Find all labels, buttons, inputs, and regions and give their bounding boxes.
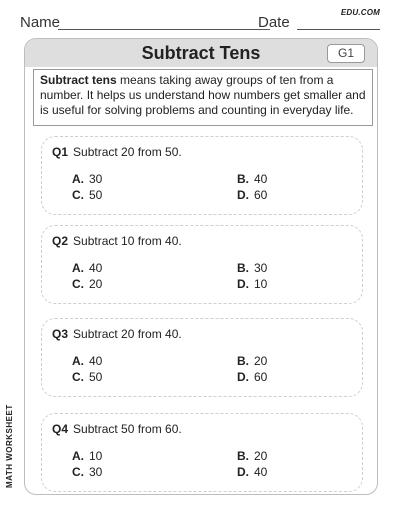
question-prompt — [52, 422, 182, 436]
option-a[interactable]: A. 10 — [72, 449, 103, 463]
question-prompt — [52, 327, 182, 341]
sidebar-label: MATH WORKSHEET — [5, 404, 14, 488]
question-card-1 — [41, 136, 363, 215]
worksheet — [24, 38, 378, 495]
option-b[interactable]: B. 30 — [237, 261, 268, 275]
question-number: Q4 — [52, 422, 69, 436]
worksheet-header — [25, 39, 377, 67]
option-c[interactable]: C. 50 — [72, 370, 103, 384]
option-a[interactable]: A. 40 — [72, 261, 103, 275]
worksheet-title: Subtract Tens — [141, 43, 261, 63]
option-b[interactable]: B. 40 — [237, 172, 268, 186]
intro-box — [33, 69, 373, 126]
option-d[interactable]: D. 60 — [237, 188, 268, 202]
name-date-row — [20, 8, 380, 32]
option-d[interactable]: D. 60 — [237, 370, 268, 384]
question-prompt — [52, 234, 182, 248]
option-a[interactable]: A. 30 — [72, 172, 103, 186]
question-prompt — [52, 145, 182, 159]
question-number: Q3 — [52, 327, 69, 341]
question-text: Subtract 20 from 50. — [73, 145, 182, 159]
question-number: Q2 — [52, 234, 69, 248]
grade-badge: G1 — [327, 44, 365, 63]
option-d[interactable]: D. 10 — [237, 277, 268, 291]
option-d[interactable]: D. 40 — [237, 465, 268, 479]
question-card-3 — [41, 318, 363, 397]
date-label: Date — [258, 14, 290, 31]
option-c[interactable]: C. 30 — [72, 465, 103, 479]
name-label: Name — [20, 14, 61, 31]
option-c[interactable]: C. 50 — [72, 188, 103, 202]
question-number: Q1 — [52, 145, 69, 159]
question-text: Subtract 50 from 60. — [73, 422, 182, 436]
brand-logo: EDU.COM — [340, 8, 380, 17]
name-line[interactable] — [58, 29, 270, 30]
option-c[interactable]: C. 20 — [72, 277, 103, 291]
option-b[interactable]: B. 20 — [237, 449, 268, 463]
intro-text: means taking away groups of ten from a number. It helps us understand how numbers get smaller and is useful for solving problems and counting in everyday life. — [40, 73, 366, 117]
question-text: Subtract 20 from 40. — [73, 327, 182, 341]
option-a[interactable]: A. 40 — [72, 354, 103, 368]
option-b[interactable]: B. 20 — [237, 354, 268, 368]
question-card-4 — [41, 413, 363, 492]
question-card-2 — [41, 225, 363, 304]
date-line[interactable] — [297, 29, 380, 30]
question-text: Subtract 10 from 40. — [73, 234, 182, 248]
intro-term: Subtract tens — [40, 73, 117, 87]
